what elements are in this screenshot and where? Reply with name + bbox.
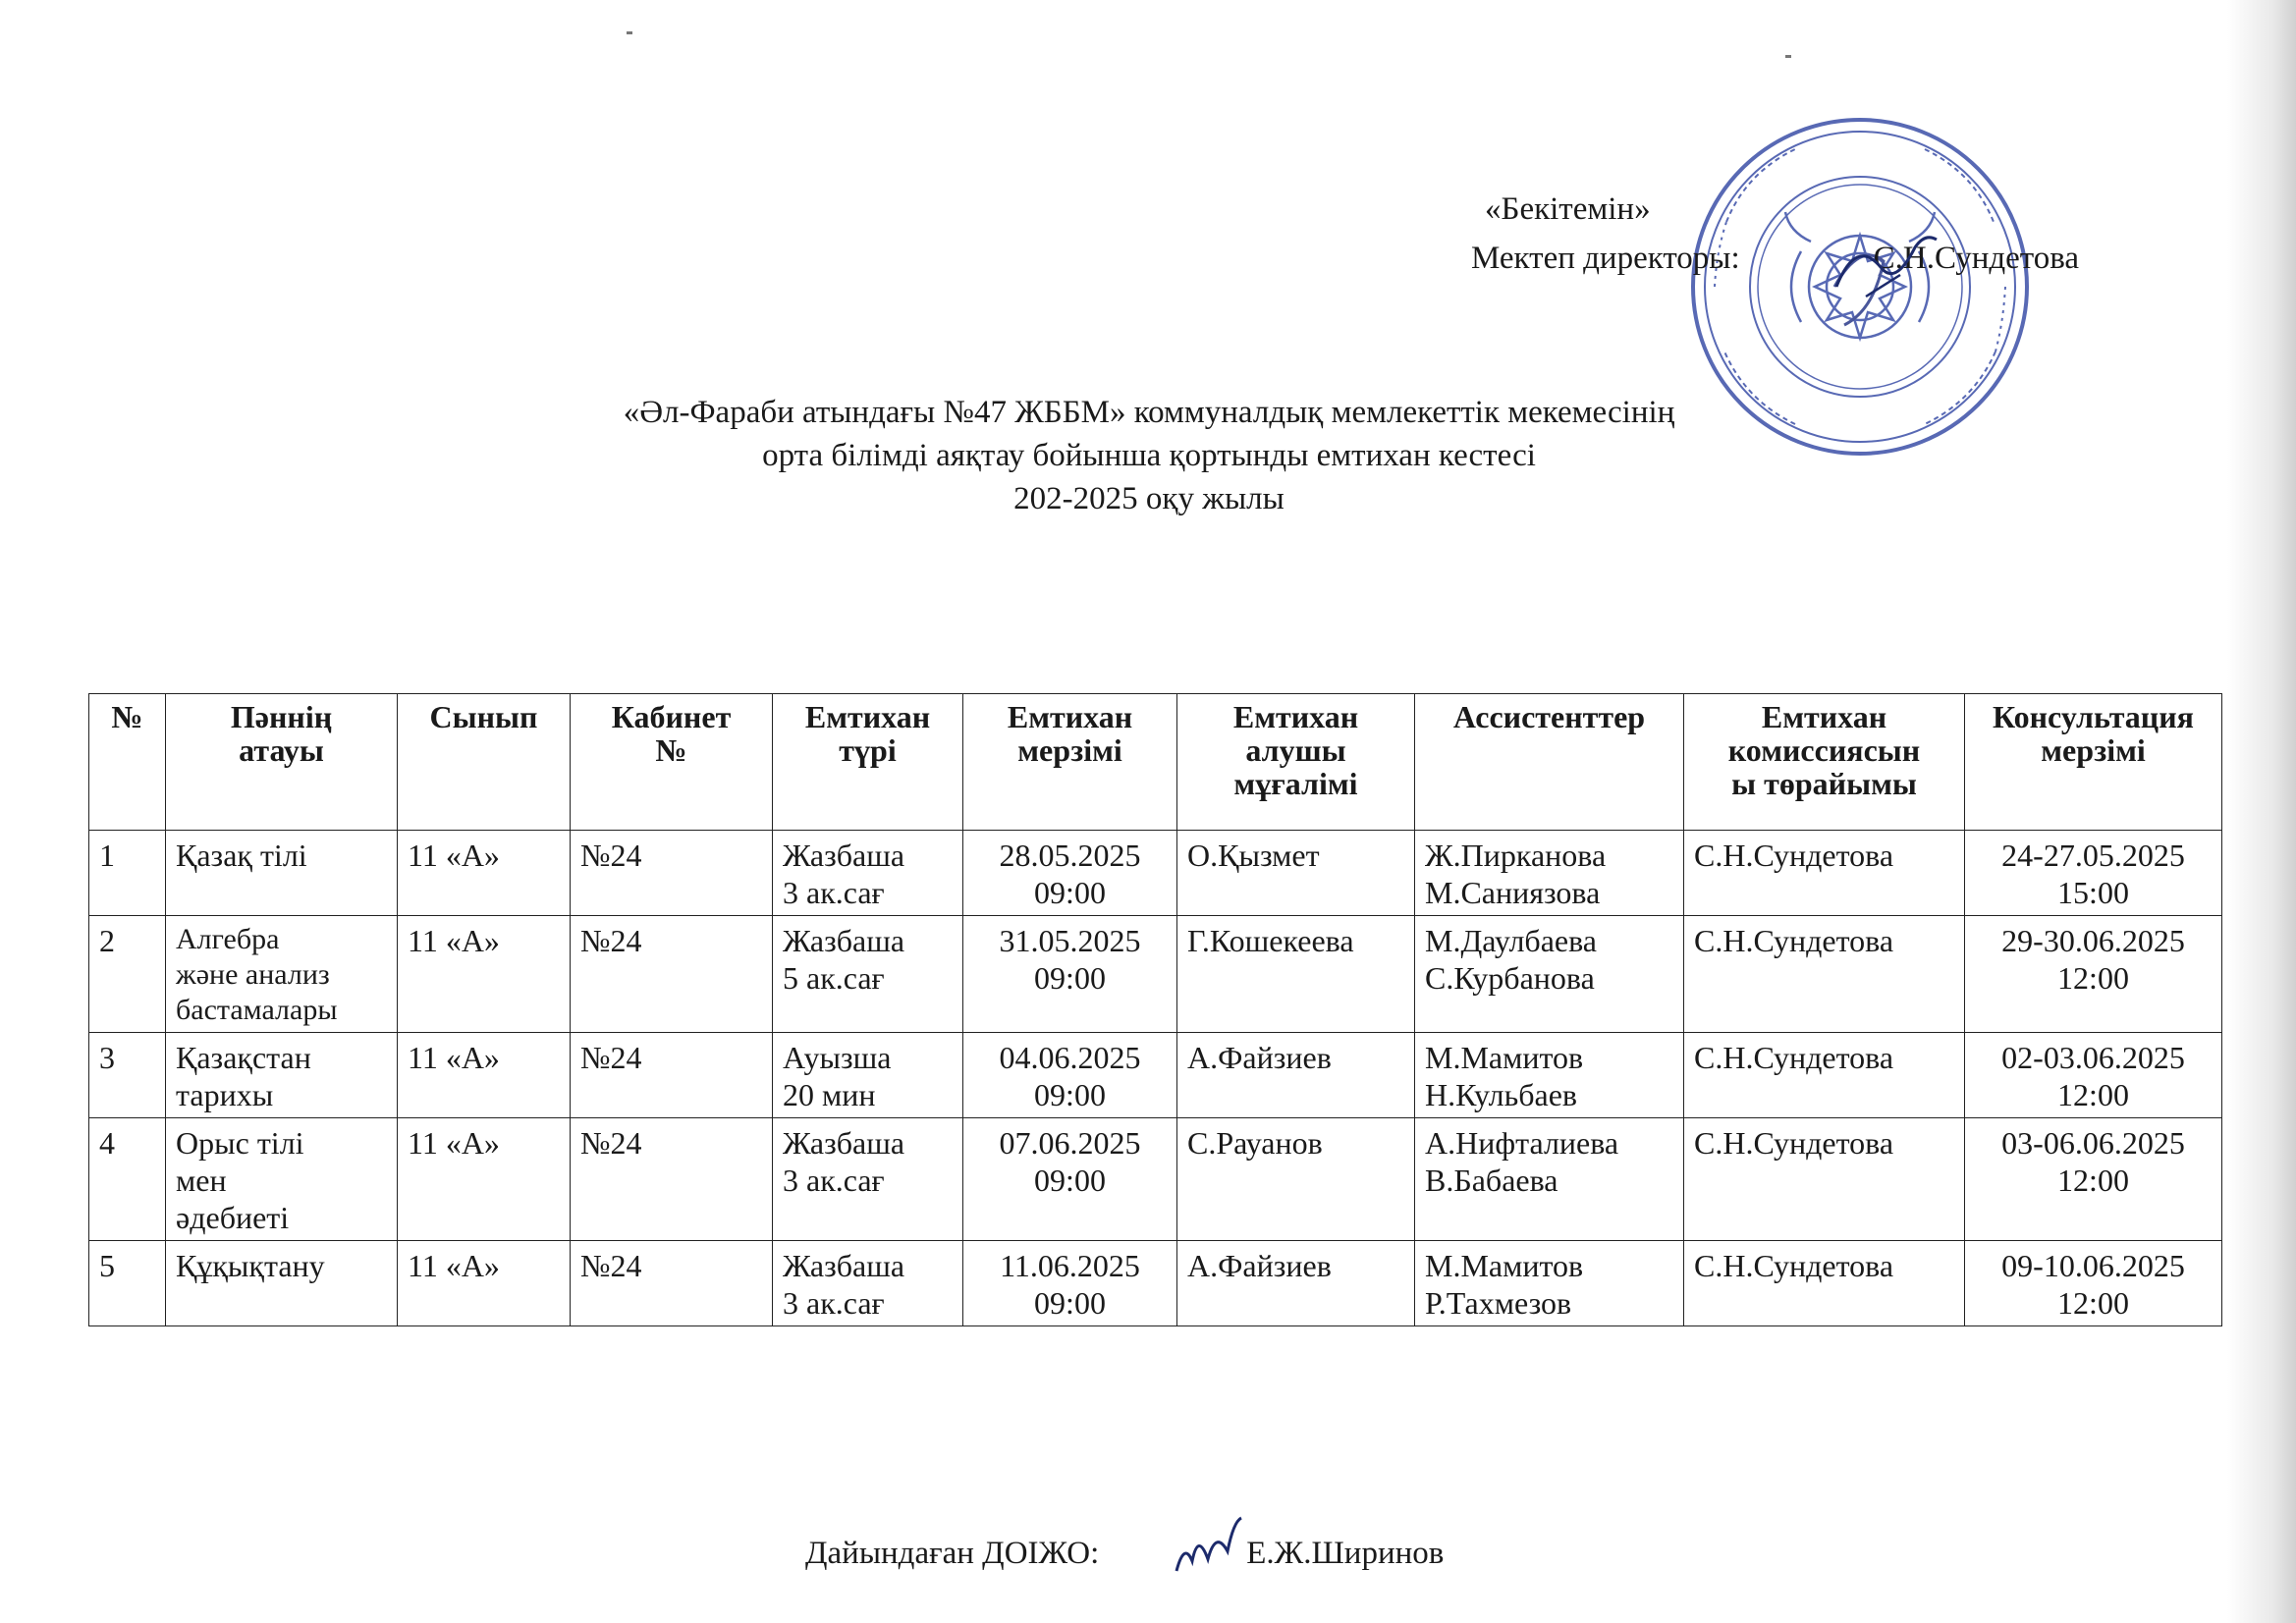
row-class: 11 «А» [398, 831, 571, 916]
row-num: 1 [89, 831, 166, 916]
row-assistants: М.Даулбаева С.Курбанова [1415, 916, 1684, 1033]
row-exam-type: Ауызша 20 мин [773, 1033, 963, 1118]
row-exam-date: 11.06.2025 09:00 [963, 1241, 1177, 1326]
director-line [1471, 241, 2079, 276]
row-assistants: Ж.Пирканова М.Саниязова [1415, 831, 1684, 916]
prepared-by-label: Дайындаған ДОІЖО: [805, 1536, 1100, 1571]
approval-block [1471, 185, 2079, 283]
header-subject: Пәннің атауы [166, 694, 398, 831]
row-commission-chair: С.Н.Сундетова [1684, 1033, 1965, 1118]
row-exam-date: 07.06.2025 09:00 [963, 1118, 1177, 1241]
header-commission-chair: Емтихан комиссиясын ы төрайымы [1684, 694, 1965, 831]
row-room: №24 [571, 1241, 773, 1326]
header-num: № [89, 694, 166, 831]
row-room: №24 [571, 916, 773, 1033]
title-line-2: орта білімді аяқтау бойынша қортынды емтихан кестесі [762, 438, 1536, 473]
exam-schedule-table [88, 693, 2222, 1326]
row-assistants: А.Нифталиева В.Бабаева [1415, 1118, 1684, 1241]
table-header-row [89, 694, 2222, 831]
row-teacher: Г.Кошекеева [1177, 916, 1415, 1033]
header-teacher: Емтихан алушы мұғалімі [1177, 694, 1415, 831]
director-title: Мектеп директоры: [1471, 241, 1740, 276]
row-subject: Алгебра және анализ бастамалары [166, 916, 398, 1033]
table-row [89, 1118, 2222, 1241]
row-commission-chair: С.Н.Сундетова [1684, 1118, 1965, 1241]
row-room: №24 [571, 1033, 773, 1118]
table-row [89, 831, 2222, 916]
row-teacher: А.Файзиев [1177, 1241, 1415, 1326]
row-consultation-date: 03-06.06.2025 12:00 [1965, 1118, 2222, 1241]
director-signature [1827, 228, 1944, 306]
row-num: 2 [89, 916, 166, 1033]
row-subject: Орыс тілі мен әдебиеті [166, 1118, 398, 1241]
approval-word: «Бекітемін» [1485, 191, 1651, 227]
row-commission-chair: С.Н.Сундетова [1684, 1241, 1965, 1326]
preparer-signature [1169, 1512, 1247, 1581]
header-room: Кабинет № [571, 694, 773, 831]
row-commission-chair: С.Н.Сундетова [1684, 831, 1965, 916]
row-room: №24 [571, 1118, 773, 1241]
row-consultation-date: 09-10.06.2025 12:00 [1965, 1241, 2222, 1326]
scan-speck [1785, 55, 1791, 58]
row-num: 3 [89, 1033, 166, 1118]
table-row [89, 1241, 2222, 1326]
document-title [412, 391, 1886, 520]
row-teacher: О.Қызмет [1177, 831, 1415, 916]
row-teacher: С.Рауанов [1177, 1118, 1415, 1241]
row-teacher: А.Файзиев [1177, 1033, 1415, 1118]
row-commission-chair: С.Н.Сундетова [1684, 916, 1965, 1033]
row-consultation-date: 29-30.06.2025 12:00 [1965, 916, 2222, 1033]
row-class: 11 «А» [398, 1033, 571, 1118]
row-exam-type: Жазбаша 3 ак.сағ [773, 1118, 963, 1241]
header-exam-type: Емтихан түрі [773, 694, 963, 831]
header-class: Сынып [398, 694, 571, 831]
row-exam-date: 04.06.2025 09:00 [963, 1033, 1177, 1118]
header-consultation-date: Консультация мерзімі [1965, 694, 2222, 831]
title-line-1: «Әл-Фараби атындағы №47 ЖББМ» коммуналдық мемлекеттік мекемесінің [623, 395, 1675, 430]
row-consultation-date: 02-03.06.2025 12:00 [1965, 1033, 2222, 1118]
row-assistants: М.Мамитов Н.Кульбаев [1415, 1033, 1684, 1118]
header-exam-date: Емтихан мерзімі [963, 694, 1177, 831]
row-num: 5 [89, 1241, 166, 1326]
scan-speck [627, 31, 632, 34]
row-room: №24 [571, 831, 773, 916]
prepared-by [805, 1532, 1444, 1575]
title-line-3: 202-2025 оқу жылы [1013, 481, 1285, 516]
row-class: 11 «А» [398, 916, 571, 1033]
row-exam-date: 31.05.2025 09:00 [963, 916, 1177, 1033]
director-name: С.Н.Сундетова [1873, 241, 2080, 276]
row-exam-date: 28.05.2025 09:00 [963, 831, 1177, 916]
row-class: 11 «А» [398, 1118, 571, 1241]
row-num: 4 [89, 1118, 166, 1241]
prepared-by-name: Е.Ж.Ширинов [1246, 1536, 1445, 1571]
row-class: 11 «А» [398, 1241, 571, 1326]
row-subject: Қазақ тілі [166, 831, 398, 916]
row-consultation-date: 24-27.05.2025 15:00 [1965, 831, 2222, 916]
row-subject: Құқықтану [166, 1241, 398, 1326]
row-exam-type: Жазбаша 5 ак.сағ [773, 916, 963, 1033]
header-assistants: Ассистенттер [1415, 694, 1684, 831]
table-row [89, 1033, 2222, 1118]
row-exam-type: Жазбаша 3 ак.сағ [773, 1241, 963, 1326]
table-row [89, 916, 2222, 1033]
row-subject: Қазақстан тарихы [166, 1033, 398, 1118]
row-assistants: М.Мамитов Р.Тахмезов [1415, 1241, 1684, 1326]
row-exam-type: Жазбаша 3 ак.сағ [773, 831, 963, 916]
